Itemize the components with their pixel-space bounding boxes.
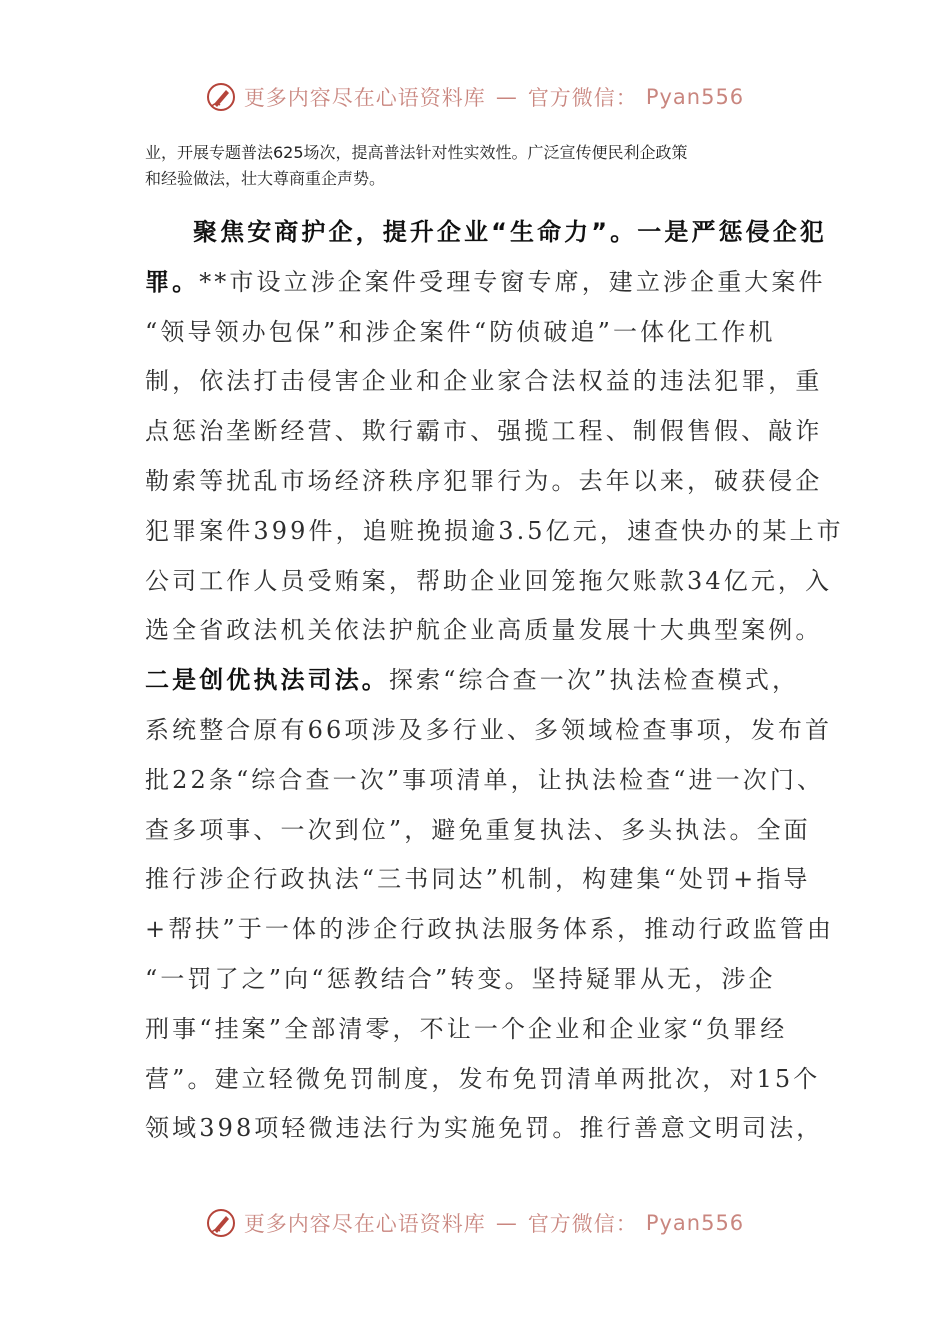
body-line: 领域398项轻微违法行为实施免罚。推行善意文明司法， [145,1114,824,1143]
pen-logo-icon [206,82,236,112]
body-line: 批22条“综合查一次”事项清单，让执法检查“进一次门、 [145,765,825,794]
subheading-2: 二是创优执法司法。 [145,666,389,695]
section-heading: 聚焦安商护企，提升企业“生命力”。一是严惩侵企犯 [193,218,827,246]
footer-watermark [0,1208,950,1238]
body-text-span: 探索“综合查一次”执法检查模式， [388,666,800,695]
header-watermark [0,82,950,112]
watermark-separator: — [495,1211,518,1235]
body-line: “领导领办包保”和涉企案件“防侦破追”一体化工作机 [145,317,776,346]
body-line: 营”。建立轻微免罚制度，发布免罚清单两批次，对15个 [145,1064,821,1093]
watermark-contact-label: 官方微信： [527,86,638,110]
body-line: 选全省政法机关依法护航企业高质量发展十大典型案例。 [145,616,823,645]
watermark-separator: — [495,85,518,109]
intro-paragraph [145,140,825,192]
body-line: 犯罪案件399件，追赃挽损逾3.5亿元，速查快办的某上市 [145,516,844,545]
body-line: 点惩治垄断经营、欺行霸市、强揽工程、制假售假、敲诈 [145,417,823,446]
body-text [145,208,844,1154]
body-line: 推行涉企行政执法“三书同达”机制，构建集“处罚+指导 [145,865,811,894]
body-line: 刑事“挂案”全部清零，不让一个企业和企业家“负罪经 [145,1014,788,1043]
intro-line: 和经验做法，壮大尊商重企声势。 [145,169,386,188]
section-heading-end: 罪。 [145,267,200,296]
pen-logo-icon [206,1208,236,1238]
watermark-contact-label: 官方微信： [527,1212,638,1236]
intro-line: 业，开展专题普法625场次，提高普法针对性实效性。广泛宣传便民利企政策 [145,143,688,162]
body-line [145,258,825,308]
body-line: 公司工作人员受贿案，帮助企业回笼拖欠账款34亿元，入 [145,566,833,595]
body-line: 勒索等扰乱市场经济秩序犯罪行为。去年以来，破获侵企 [145,466,823,495]
body-text-span: **市设立涉企案件受理专窗专席，建立涉企重大案件 [199,267,826,296]
body-line: 系统整合原有66项涉及多行业、多领域检查事项，发布首 [145,715,833,744]
watermark-text: 更多内容尽在心语资料库 [243,86,486,110]
body-line [145,208,825,258]
watermark-contact-id: Pyan556 [645,85,745,109]
body-line: “一罚了之”向“惩教结合”转变。坚持疑罪从无，涉企 [145,964,776,993]
watermark-contact-id: Pyan556 [645,1211,745,1235]
body-line: 查多项事、一次到位”，避免重复执法、多头执法。全面 [145,815,811,844]
watermark-text: 更多内容尽在心语资料库 [243,1212,486,1236]
body-line [145,656,825,706]
body-line: +帮扶”于一体的涉企行政执法服务体系，推动行政监管由 [145,915,834,944]
body-line: 制，依法打击侵害企业和企业家合法权益的违法犯罪，重 [145,367,823,396]
